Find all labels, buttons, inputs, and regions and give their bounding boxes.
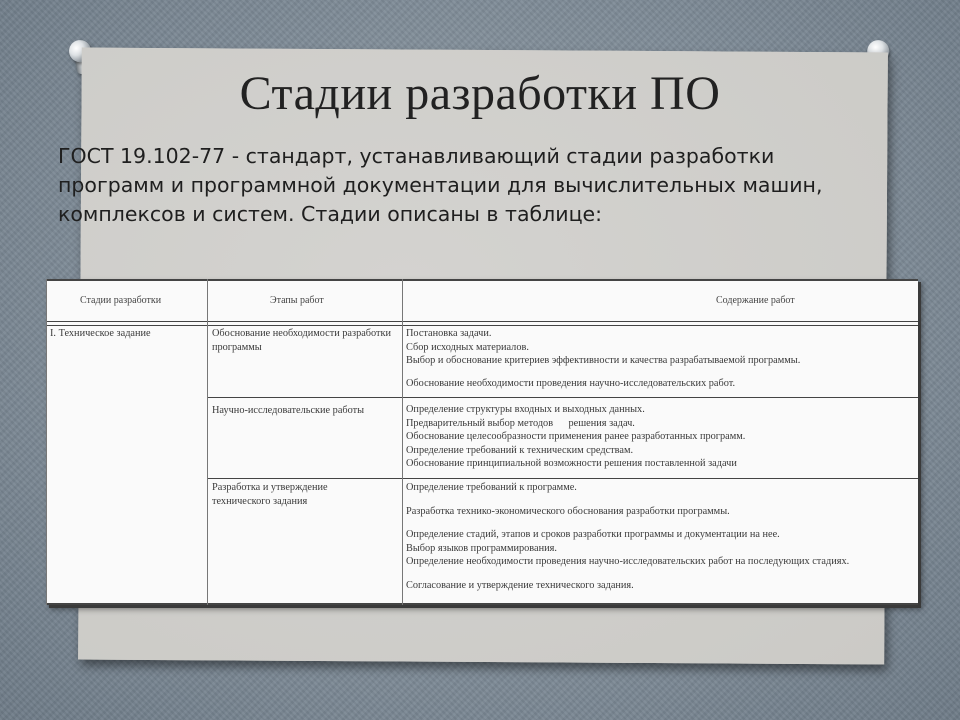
table-col-divider-1 [207,279,208,605]
content-line: Определение требований к техническим средствам. [406,444,634,456]
table-row-rule-2 [207,478,918,479]
content-spacer [406,569,849,579]
header-content: Содержание работ [716,295,795,306]
table-header-rule-2 [46,325,918,326]
table-left-border [46,279,47,605]
table-col-divider-2 [402,279,403,605]
content-cell-2 [406,403,745,471]
content-line: Предварительный выбор методов решения задач. [406,417,635,429]
content-line: Обоснование принципиальной возможности решения поставленной задачи [406,458,737,470]
slide-title: Стадии разработки ПО [239,67,721,120]
content-line: Разработка технико-экономического обоснования разработки программы. [406,505,730,517]
content-spacer [406,495,849,505]
content-line: Сбор исходных материалов. [406,341,529,353]
content-spacer [406,518,849,528]
step-cell-3: Разработка и утверждение технического задания [212,482,328,507]
step-cell-2: Научно-исследовательские работы [212,405,365,416]
header-steps: Этапы работ [270,295,324,306]
gost-table-image [46,279,918,605]
stage-cell: I. Техническое задание [50,328,151,339]
content-line: Определение необходимости проведения научно-исследовательских работ на последующих стадиях. [406,556,850,568]
content-line: Выбор языков программирования. [406,542,557,554]
content-line: Согласование и утверждение технического задания. [406,579,634,591]
table-bottom-rule [46,603,918,605]
content-line: Определение структуры входных и выходных данных. [406,404,645,415]
content-cell-3 [406,481,849,593]
header-stage: Стадии разработки [80,295,162,306]
content-spacer [406,368,800,377]
intro-paragraph: ГОСТ 19.102-77 - стандарт, устанавливающий стадии разработки программ и программной документации для вычислительных машин, комплексов и систем. Стадии описаны в таблице: [58,144,823,226]
table-row-rule-1 [207,397,918,398]
content-line: Обоснование необходимости проведения научно-исследовательских работ. [406,377,736,389]
content-line: Постановка задачи. [406,328,492,339]
table-header-rule-1 [46,321,918,322]
step-cell-1: Обоснование необходимости разработки программы [212,328,392,353]
content-line: Обоснование целесообразности применения ранее разработанных программ. [406,431,746,443]
content-line: Определение стадий, этапов и сроков разработки программы и документации на нее. [406,529,780,541]
content-cell-1 [406,327,800,390]
content-line: Определение требований к программе. [406,482,577,493]
table-top-rule [46,279,918,281]
content-line: Выбор и обоснование критериев эффективности и качества разрабатываемой программы. [406,355,801,367]
